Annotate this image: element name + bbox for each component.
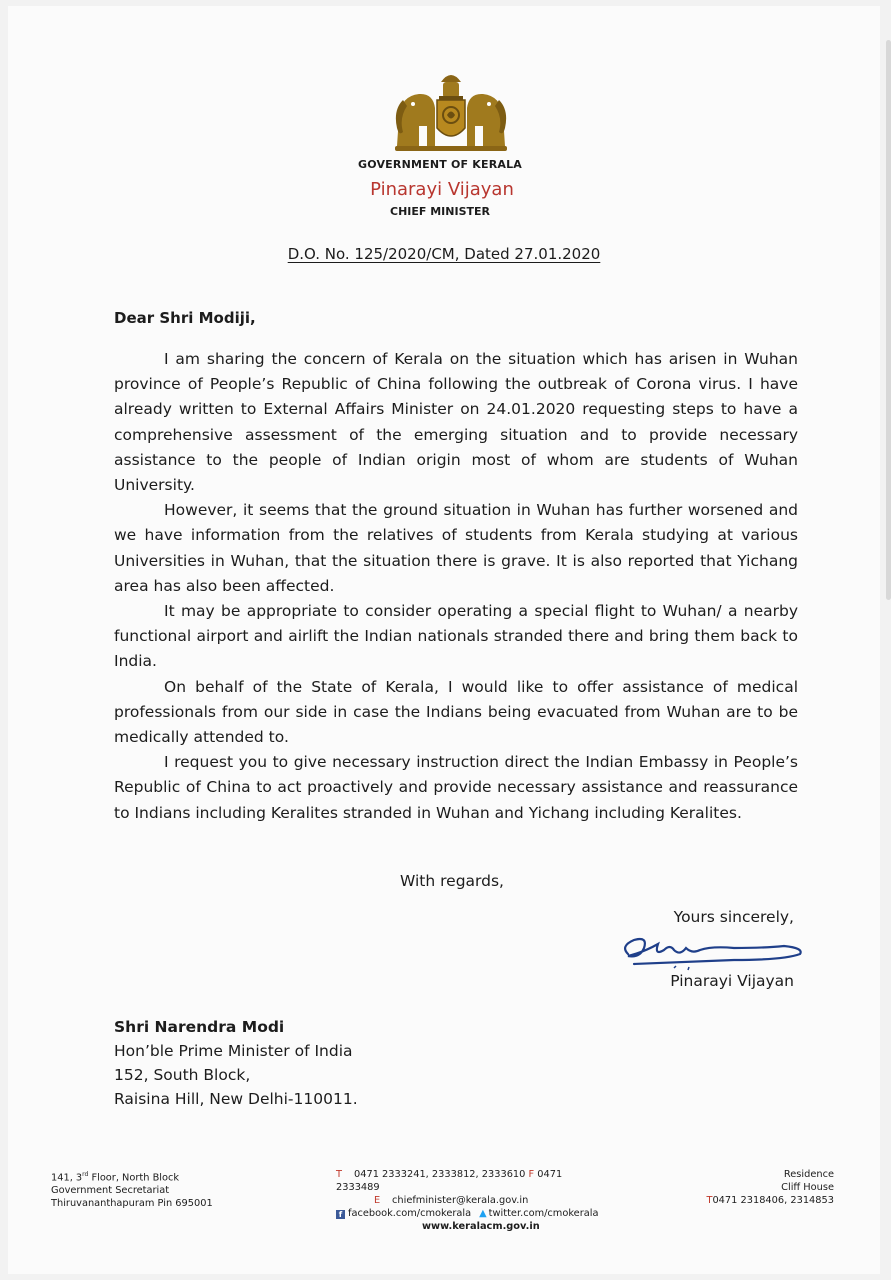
footer-text: 0471 2318406, 2314853	[712, 1195, 834, 1206]
footer-text: Government Secretariat	[51, 1185, 170, 1197]
letter-page	[8, 6, 880, 1274]
footer-contacts	[336, 1168, 606, 1233]
footer-residence	[694, 1168, 834, 1207]
letterhead-name: Pinarayi Vijayan	[370, 179, 514, 200]
footer-text: Residence	[783, 1169, 834, 1180]
paragraph: However, it seems that the ground situation in Wuhan has further worsened and we have information from the relatives of students from Kerala studying at various Universities in Wuhan, that the situation there is grave. It is also reported that Yichang area has also been affected.	[114, 501, 798, 595]
footer-website[interactable]: www.keralacm.gov.in	[422, 1221, 540, 1232]
kerala-emblem-icon	[389, 66, 513, 154]
letter-body	[114, 347, 798, 826]
closing-regards: With regards,	[400, 872, 504, 890]
footer-fax: 0471 2333489	[336, 1169, 563, 1193]
footer-label: E	[374, 1195, 381, 1206]
footer-office-address	[51, 1168, 213, 1210]
addressee-block	[114, 1015, 358, 1111]
addressee-line: Hon’ble Prime Minister of India	[114, 1042, 353, 1060]
facebook-icon: f	[336, 1210, 345, 1219]
footer-text: 141, 3	[51, 1172, 83, 1184]
paragraph: I am sharing the concern of Kerala on the situation which has arisen in Wuhan province of People’s Republic of China following the outbreak of Corona virus. I have already written to External Affairs Minister on 24.01.2020 requesting steps to have a comprehensive assessment of the emerging situation and to provide necessary assistance to the people of Indian origin most of whom are students of Wuhan University.	[114, 350, 798, 495]
government-name: GOVERNMENT OF KERALA	[357, 158, 523, 171]
footer-email[interactable]: chiefminister@kerala.gov.in	[392, 1195, 529, 1206]
footer-label: F	[528, 1169, 535, 1180]
scrollbar[interactable]	[886, 40, 891, 600]
letterhead-title: CHIEF MINISTER	[390, 205, 490, 218]
salutation: Dear Shri Modiji,	[114, 309, 256, 327]
twitter-icon: ▲	[479, 1208, 487, 1219]
paragraph: It may be appropriate to consider operating a special flight to Wuhan/ a nearby functional airport and airlift the Indian nationals stranded there and bring them back to India.	[114, 602, 798, 671]
signer-name: Pinarayi Vijayan	[670, 972, 794, 990]
footer-text: Thiruvananthapuram Pin 695001	[51, 1198, 213, 1210]
footer-text: Floor, North Block	[88, 1172, 180, 1184]
addressee-line: Raisina Hill, New Delhi-110011.	[114, 1090, 358, 1108]
signature-icon	[614, 926, 808, 972]
addressee-line: 152, South Block,	[114, 1066, 251, 1084]
addressee-name: Shri Narendra Modi	[114, 1018, 285, 1036]
footer-label: T	[706, 1195, 713, 1206]
footer-text: Cliff House	[781, 1182, 834, 1193]
closing-sincerely: Yours sincerely,	[673, 908, 794, 926]
footer-text: rd	[82, 1171, 89, 1178]
footer-twitter[interactable]: twitter.com/cmokerala	[488, 1208, 599, 1219]
footer-phones: 0471 2333241, 2333812, 2333610	[354, 1169, 526, 1180]
footer-facebook[interactable]: facebook.com/cmokerala	[348, 1208, 472, 1219]
footer-label: T	[336, 1169, 342, 1180]
reference-number: D.O. No. 125/2020/CM, Dated 27.01.2020	[287, 245, 601, 263]
paragraph: On behalf of the State of Kerala, I would like to offer assistance of medical professionals from our side in case the Indians being evacuated from Wuhan are to be medically attended to.	[114, 677, 798, 747]
paragraph: I request you to give necessary instruction direct the Indian Embassy in People’s Republic of China to act proactively and provide necessary assistance and reassurance to Indians including Keralites stranded in Wuhan and Yichang including Keralites.	[114, 753, 798, 822]
